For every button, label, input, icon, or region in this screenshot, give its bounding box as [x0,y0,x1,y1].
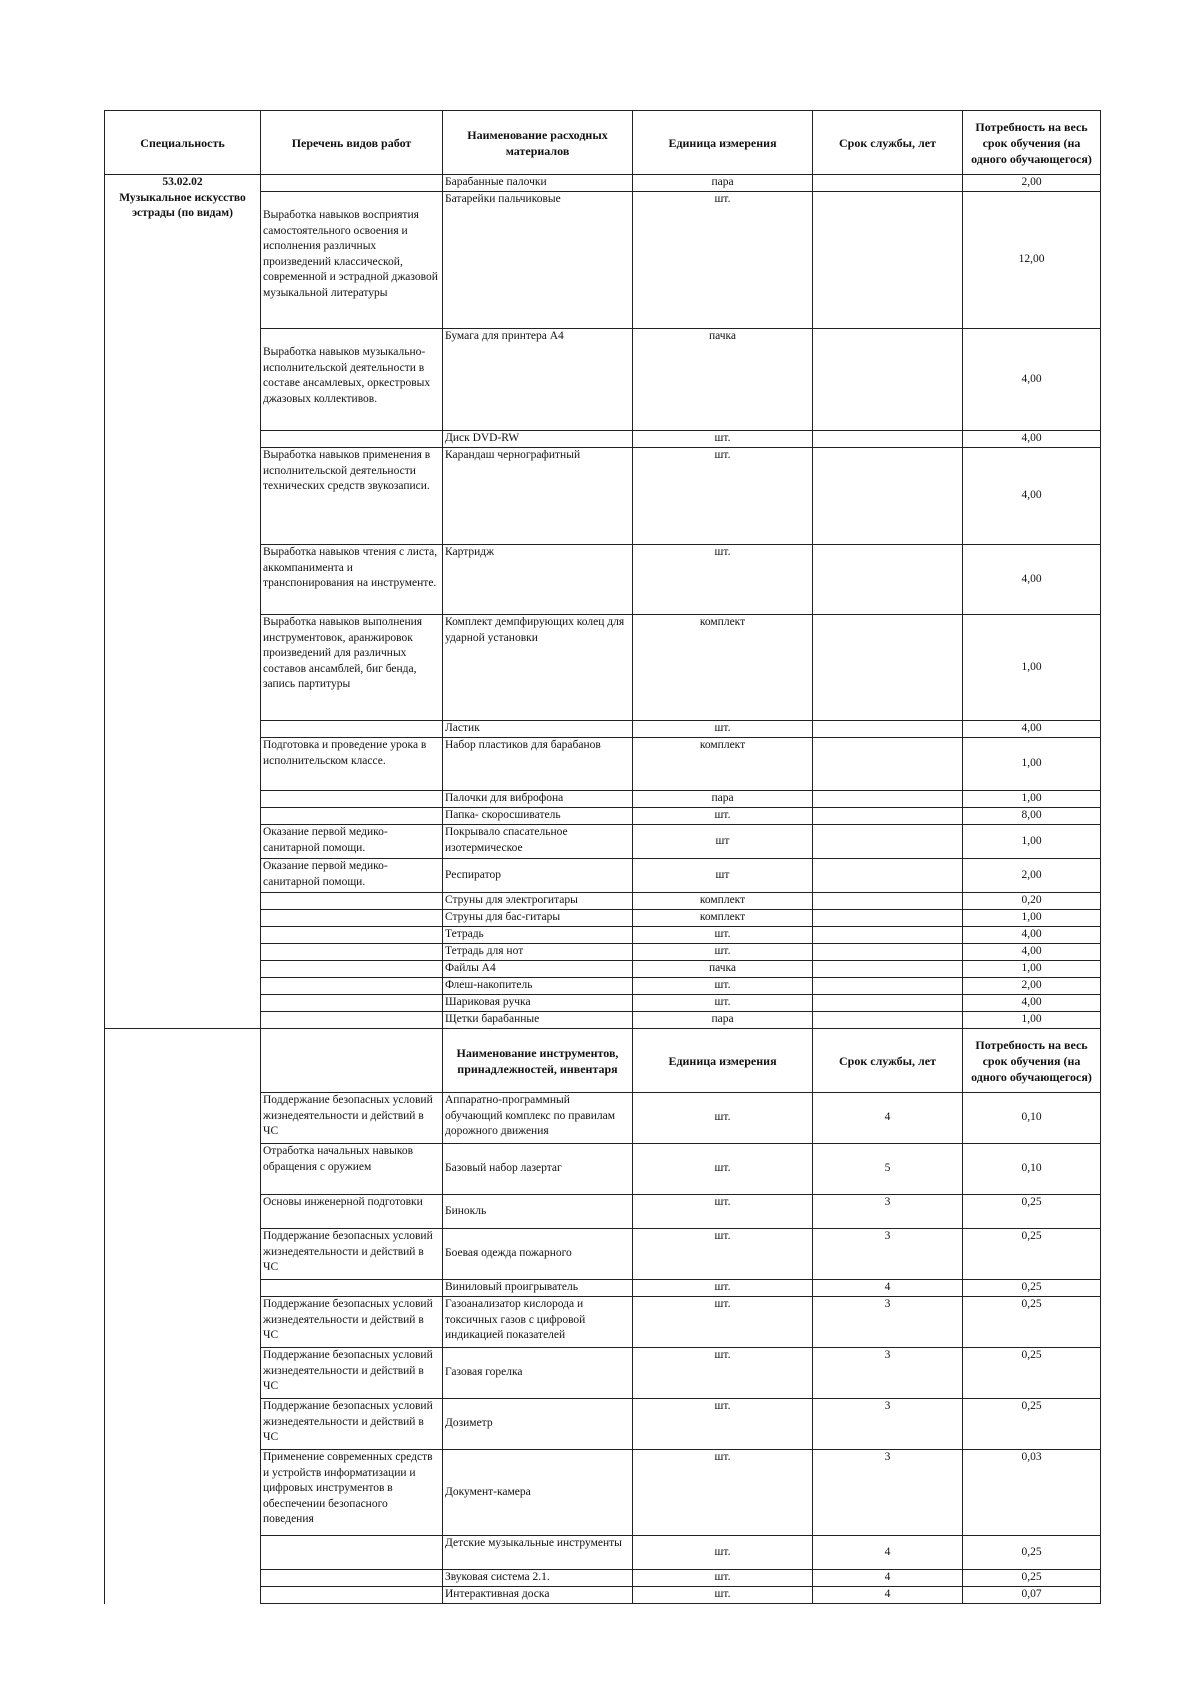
equipment-name-cell: Боевая одежда пожарного [443,1229,633,1280]
service-life-cell: 3 [813,1450,963,1536]
need-cell: 0,25 [963,1348,1101,1399]
service-life-cell [813,859,963,893]
need-cell: 12,00 [963,192,1101,329]
unit-cell: шт [633,825,813,859]
work-type-cell [261,978,443,995]
service-life-cell: 4 [813,1536,963,1570]
unit-cell: шт [633,859,813,893]
material-cell: Папка- скоросшиватель [443,808,633,825]
work-type-cell: Подготовка и проведение урока в исполнительском классе. [261,738,443,791]
need-cell: 0,25 [963,1195,1101,1229]
need-cell: 0,25 [963,1297,1101,1348]
need-cell: 4,00 [963,448,1101,545]
need-cell: 1,00 [963,961,1101,978]
service-life-cell [813,329,963,431]
unit-cell: пачка [633,961,813,978]
material-cell: Струны для бас-гитары [443,910,633,927]
unit-cell: пачка [633,329,813,431]
work-type-cell [261,175,443,192]
specialty-code: 53.02.02 [162,176,203,188]
unit-cell: шт. [633,1536,813,1570]
equipment-name-cell: Газоанализатор кислорода и токсичных газов с цифровой индикацией показателей [443,1297,633,1348]
material-cell: Барабанные палочки [443,175,633,192]
need-cell: 0,25 [963,1570,1101,1587]
equipment-header-row [105,1029,1101,1093]
work-type-cell [261,910,443,927]
need-cell: 4,00 [963,545,1101,615]
equipment-name-cell: Интерактивная доска [443,1587,633,1604]
work-type-cell: Поддержание безопасных условий жизнедеятельности и действий в ЧС [261,1229,443,1280]
work-type-cell [261,808,443,825]
material-cell: Тетрадь для нот [443,944,633,961]
header-need: Потребность на весь срок обучения (на одного обучающегося) [963,111,1101,175]
work-type-cell: Выработка навыков чтения с листа, аккомпанимента и транспонирования на инструменте. [261,545,443,615]
work-type-cell: Оказание первой медико-санитарной помощи. [261,825,443,859]
consumable-row [105,175,1101,192]
equipment-name-cell: Базовый набор лазертаг [443,1144,633,1195]
service-life-cell [813,927,963,944]
unit-cell: шт. [633,1570,813,1587]
service-life-cell [813,615,963,721]
material-cell: Файлы А4 [443,961,633,978]
need-cell: 0,25 [963,1536,1101,1570]
service-life-cell [813,448,963,545]
work-type-cell [261,944,443,961]
work-type-cell [261,1536,443,1570]
header2-material: Наименование инструментов, принадлежностей, инвентаря [443,1029,633,1093]
unit-cell: шт. [633,721,813,738]
material-cell: Набор пластиков для барабанов [443,738,633,791]
service-life-cell: 3 [813,1399,963,1450]
service-life-cell: 4 [813,1587,963,1604]
unit-cell: шт. [633,431,813,448]
header2-works-blank [261,1029,443,1093]
unit-cell: шт. [633,1348,813,1399]
unit-cell: шт. [633,448,813,545]
need-cell: 4,00 [963,431,1101,448]
service-life-cell [813,192,963,329]
unit-cell: комплект [633,738,813,791]
service-life-cell [813,175,963,192]
equipment-name-cell: Детские музыкальные инструменты [443,1536,633,1570]
need-cell: 1,00 [963,825,1101,859]
need-cell: 0,03 [963,1450,1101,1536]
material-cell: Тетрадь [443,927,633,944]
need-cell: 2,00 [963,978,1101,995]
equipment-name-cell: Аппаратно-программный обучающий комплекс по правилам дорожного движения [443,1093,633,1144]
need-cell: 1,00 [963,910,1101,927]
work-type-cell: Поддержание безопасных условий жизнедеятельности и действий в ЧС [261,1093,443,1144]
need-cell: 1,00 [963,738,1101,791]
unit-cell: шт. [633,1399,813,1450]
need-cell: 8,00 [963,808,1101,825]
work-type-cell [261,791,443,808]
header2-need: Потребность на весь срок обучения (на одного обучающегося) [963,1029,1101,1093]
work-type-cell [261,431,443,448]
service-life-cell [813,825,963,859]
need-cell: 4,00 [963,995,1101,1012]
equipment-name-cell: Виниловый проигрыватель [443,1280,633,1297]
work-type-cell: Поддержание безопасных условий жизнедеятельности и действий в ЧС [261,1399,443,1450]
work-type-cell [261,893,443,910]
material-cell: Шариковая ручка [443,995,633,1012]
service-life-cell [813,545,963,615]
need-cell: 0,10 [963,1144,1101,1195]
unit-cell: шт. [633,1280,813,1297]
need-cell: 4,00 [963,944,1101,961]
need-cell: 0,25 [963,1280,1101,1297]
equipment-name-cell: Газовая горелка [443,1348,633,1399]
material-cell: Щетки барабанные [443,1012,633,1029]
unit-cell: пара [633,791,813,808]
work-type-cell: Применение современных средств и устройств информатизации и цифровых инструментов в обеспечении безопасного поведения [261,1450,443,1536]
unit-cell: комплект [633,910,813,927]
service-life-cell [813,1012,963,1029]
work-type-cell [261,995,443,1012]
need-cell: 0,20 [963,893,1101,910]
service-life-cell: 4 [813,1280,963,1297]
service-life-cell [813,978,963,995]
service-life-cell: 3 [813,1297,963,1348]
unit-cell: пара [633,1012,813,1029]
need-cell: 1,00 [963,791,1101,808]
service-life-cell [813,738,963,791]
material-cell: Бумага для принтера А4 [443,329,633,431]
need-cell: 1,00 [963,1012,1101,1029]
need-cell: 0,10 [963,1093,1101,1144]
service-life-cell [813,721,963,738]
unit-cell: шт. [633,808,813,825]
header2-life: Срок службы, лет [813,1029,963,1093]
header-life: Срок службы, лет [813,111,963,175]
header2-unit: Единица измерения [633,1029,813,1093]
need-cell: 4,00 [963,329,1101,431]
table-header-row [105,111,1101,175]
material-cell: Струны для электрогитары [443,893,633,910]
material-cell: Карандаш чернографитный [443,448,633,545]
unit-cell: пара [633,175,813,192]
unit-cell: шт. [633,1587,813,1604]
need-cell: 2,00 [963,859,1101,893]
work-type-cell [261,961,443,978]
material-cell: Респиратор [443,859,633,893]
service-life-cell [813,431,963,448]
unit-cell: комплект [633,893,813,910]
work-type-cell [261,1570,443,1587]
need-cell: 0,07 [963,1587,1101,1604]
work-type-cell: Отработка начальных навыков обращения с оружием [261,1144,443,1195]
specialty-cell-continued [105,1029,261,1604]
need-cell: 0,25 [963,1229,1101,1280]
unit-cell: шт. [633,192,813,329]
header-unit: Единица измерения [633,111,813,175]
unit-cell: шт. [633,1450,813,1536]
service-life-cell: 4 [813,1093,963,1144]
service-life-cell: 3 [813,1348,963,1399]
equipment-name-cell: Дозиметр [443,1399,633,1450]
work-type-cell: Основы инженерной подготовки [261,1195,443,1229]
equipment-name-cell: Документ-камера [443,1450,633,1536]
work-type-cell: Выработка навыков применения в исполнительской деятельности технических средств звукозаписи. [261,448,443,545]
unit-cell: шт. [633,978,813,995]
supplies-table [104,110,1101,1604]
material-cell: Покрывало спасательное изотермическое [443,825,633,859]
material-cell: Палочки для виброфона [443,791,633,808]
service-life-cell [813,910,963,927]
material-cell: Диск DVD-RW [443,431,633,448]
unit-cell: шт. [633,927,813,944]
work-type-cell: Выработка навыков выполнения инструментовок, аранжировок произведений для различных составов ансамблей, биг бенда, запись партитуры [261,615,443,721]
specialty-cell [105,175,261,1029]
header-works: Перечень видов работ [261,111,443,175]
header-material: Наименование расходных материалов [443,111,633,175]
unit-cell: шт. [633,995,813,1012]
equipment-name-cell: Звуковая система 2.1. [443,1570,633,1587]
service-life-cell: 5 [813,1144,963,1195]
work-type-cell: Поддержание безопасных условий жизнедеятельности и действий в ЧС [261,1297,443,1348]
service-life-cell [813,995,963,1012]
need-cell: 2,00 [963,175,1101,192]
work-type-cell: Выработка навыков восприятия самостоятельного освоения и исполнения различных произведений классической, современной и эстрадной джазовой музыкальной литературы [261,192,443,329]
need-cell: 0,25 [963,1399,1101,1450]
work-type-cell: Оказание первой медико-санитарной помощи. [261,859,443,893]
service-life-cell [813,893,963,910]
work-type-cell [261,1280,443,1297]
unit-cell: комплект [633,615,813,721]
specialty-name: Музыкальное искусство эстрады (по видам) [119,191,246,219]
header-specialty: Специальность [105,111,261,175]
material-cell: Флеш-накопитель [443,978,633,995]
material-cell: Картридж [443,545,633,615]
equipment-name-cell: Бинокль [443,1195,633,1229]
need-cell: 4,00 [963,721,1101,738]
service-life-cell [813,944,963,961]
unit-cell: шт. [633,1297,813,1348]
material-cell: Батарейки пальчиковые [443,192,633,329]
service-life-cell [813,791,963,808]
service-life-cell: 4 [813,1570,963,1587]
work-type-cell [261,927,443,944]
work-type-cell: Выработка навыков музыкально-исполнительской деятельности в составе ансамлевых, оркестровых джазовых коллективов. [261,329,443,431]
service-life-cell: 3 [813,1195,963,1229]
need-cell: 4,00 [963,927,1101,944]
service-life-cell [813,808,963,825]
service-life-cell: 3 [813,1229,963,1280]
need-cell: 1,00 [963,615,1101,721]
service-life-cell [813,961,963,978]
unit-cell: шт. [633,1195,813,1229]
unit-cell: шт. [633,1093,813,1144]
unit-cell: шт. [633,1229,813,1280]
unit-cell: шт. [633,944,813,961]
material-cell: Ластик [443,721,633,738]
unit-cell: шт. [633,545,813,615]
work-type-cell [261,1012,443,1029]
work-type-cell [261,721,443,738]
work-type-cell [261,1587,443,1604]
unit-cell: шт. [633,1144,813,1195]
material-cell: Комплект демпфирующих колец для ударной установки [443,615,633,721]
work-type-cell: Поддержание безопасных условий жизнедеятельности и действий в ЧС [261,1348,443,1399]
